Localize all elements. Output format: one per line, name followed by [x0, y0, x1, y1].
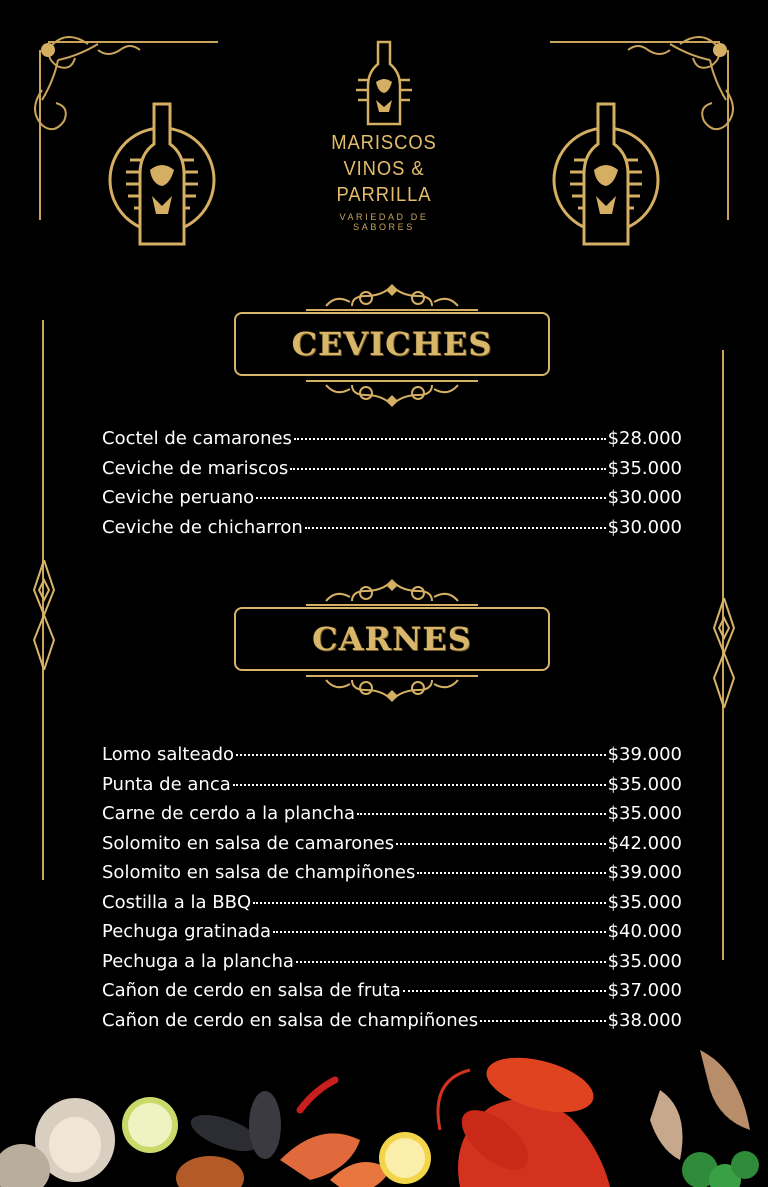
menu-item-price: $39.000	[607, 744, 682, 765]
menu-item-name: Coctel de camarones	[102, 428, 292, 449]
dot-leader	[290, 468, 605, 470]
menu-item-price: $30.000	[607, 516, 682, 538]
brand-name-line2: VINOS & PARRILLA	[336, 158, 432, 206]
menu-item-name: Pechuga gratinada	[102, 921, 271, 942]
carnes-bottom-flourish	[306, 672, 478, 704]
mussel-illustration	[249, 1091, 281, 1159]
menu-item-name: Ceviche de mariscos	[102, 457, 289, 479]
menu-item	[102, 917, 682, 947]
menu-item	[102, 483, 682, 513]
prawn-illustration	[700, 1050, 750, 1130]
menu-item-price: $35.000	[607, 803, 682, 824]
menu-item-price: $35.000	[607, 773, 682, 795]
left-diamond-ornament	[30, 560, 58, 670]
ceviches-bottom-flourish	[306, 377, 478, 409]
menu-item	[102, 947, 682, 977]
menu-item	[102, 829, 682, 859]
menu-item-name: Ceviche peruano	[102, 487, 255, 508]
menu-item-name: Punta de anca	[102, 773, 231, 795]
dot-leader	[305, 527, 606, 529]
carnes-title-frame	[234, 607, 550, 671]
chili-illustration	[300, 1080, 335, 1110]
parsley-illustration	[731, 1151, 759, 1179]
menu-item	[102, 454, 682, 484]
dot-leader	[403, 990, 606, 992]
menu-item-name: Cañon de cerdo en salsa de champiñones	[102, 1009, 479, 1031]
dot-leader	[273, 931, 606, 933]
menu-item	[102, 740, 682, 770]
menu-item-price: $37.000	[607, 980, 682, 1001]
menu-item	[102, 888, 682, 918]
lemon-slice-illustration	[385, 1138, 425, 1178]
dot-leader	[233, 784, 606, 786]
brand-logo	[308, 40, 460, 232]
dot-leader	[396, 843, 605, 845]
right-diamond-ornament	[710, 598, 738, 708]
ceviches-top-flourish	[306, 282, 478, 314]
menu-item-name: Carne de cerdo a la plancha	[102, 803, 356, 824]
menu-item-name: Pechuga a la plancha	[102, 950, 294, 972]
dot-leader	[357, 813, 606, 815]
menu-item-price: $38.000	[607, 1009, 682, 1031]
menu-item	[102, 424, 682, 454]
section-title-carnes: CARNES	[312, 620, 472, 658]
wine-bottle-icon	[348, 40, 420, 126]
menu-item	[102, 799, 682, 829]
wine-bottle-emblem-left	[106, 100, 218, 250]
menu-item-name: Solomito en salsa de camarones	[102, 832, 395, 854]
carnes-top-flourish	[306, 577, 478, 609]
menu-item-price: $39.000	[607, 862, 682, 883]
carnes-menu-list	[102, 740, 682, 1035]
dot-leader	[253, 902, 605, 904]
dot-leader	[417, 872, 605, 874]
menu-item	[102, 513, 682, 543]
menu-item-name: Cañon de cerdo en salsa de fruta	[102, 980, 401, 1001]
menu-item-price: $35.000	[607, 950, 682, 972]
menu-item	[102, 770, 682, 800]
menu-item-price: $42.000	[607, 832, 682, 854]
menu-item-price: $30.000	[607, 487, 682, 508]
section-title-ceviches: CEVICHES	[291, 325, 493, 363]
menu-item	[102, 858, 682, 888]
menu-item-name: Solomito en salsa de champiñones	[102, 862, 416, 883]
ceviches-title-frame	[234, 312, 550, 376]
ceviches-menu-list	[102, 424, 682, 542]
menu-item-price: $35.000	[607, 891, 682, 913]
brand-tagline: VARIEDAD DE SABORES	[339, 212, 429, 232]
menu-item-price: $28.000	[607, 428, 682, 449]
menu-item-price: $35.000	[607, 457, 682, 479]
brand-name-line1: MARISCOS	[331, 132, 437, 154]
dot-leader	[296, 961, 606, 963]
menu-item-name: Ceviche de chicharron	[102, 516, 303, 538]
menu-item	[102, 976, 682, 1006]
lime-slice-illustration	[128, 1103, 172, 1147]
dot-leader	[294, 438, 606, 440]
menu-item-name: Lomo salteado	[102, 744, 235, 765]
oyster-illustration	[49, 1117, 101, 1173]
dot-leader	[480, 1020, 605, 1022]
sauce-bowl-illustration	[176, 1156, 244, 1187]
prawn-illustration	[650, 1090, 683, 1160]
seafood-decoration	[0, 1030, 768, 1187]
menu-item-price: $40.000	[607, 921, 682, 942]
menu-item-name: Costilla a la BBQ	[102, 891, 252, 913]
wine-bottle-emblem-right	[550, 100, 662, 250]
dot-leader	[256, 497, 605, 499]
dot-leader	[236, 754, 606, 756]
